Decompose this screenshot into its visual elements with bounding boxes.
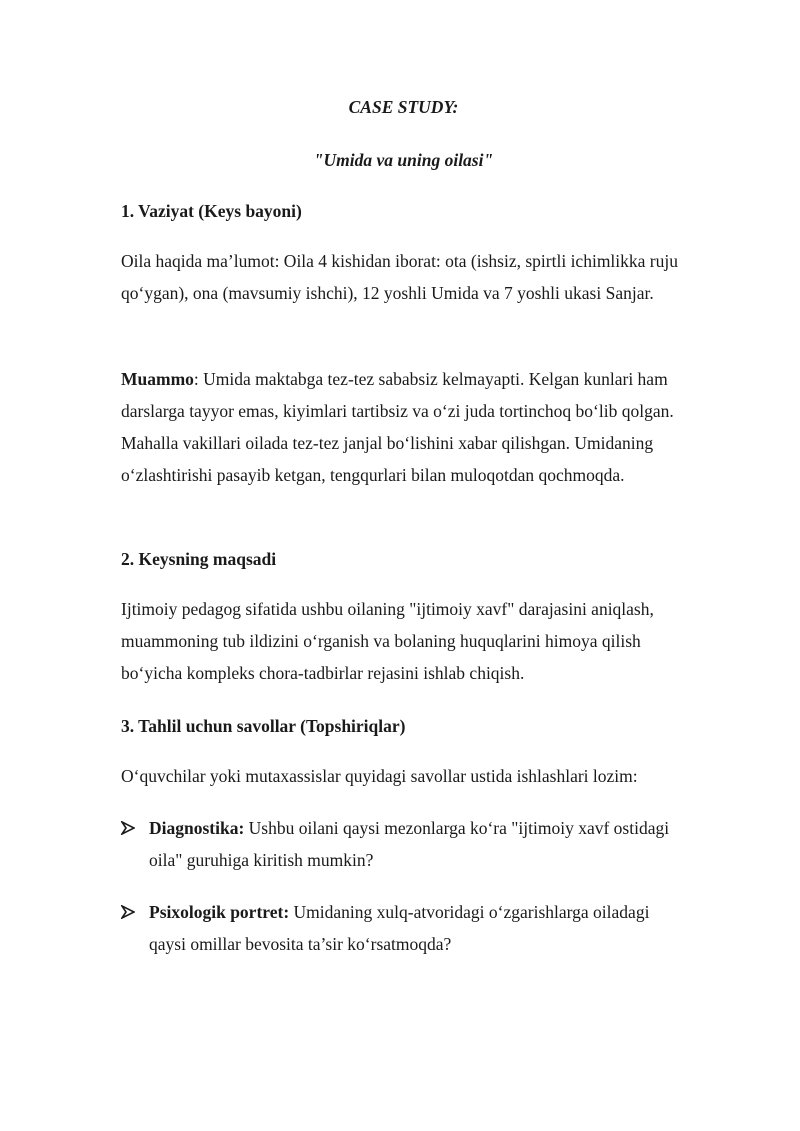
list-item xyxy=(121,812,686,876)
goal-paragraph: Ijtimoiy pedagog sifatida ushbu oilaning "ijtimoiy xavf" darajasini aniqlash, muammoning tub ildizini o‘rganish va bolaning huquqlarini himoya qilish bo‘yicha kompleks chora-tadbirlar rejasini ishlab chiqish. xyxy=(121,599,654,683)
section-heading-questions: 3. Tahlil uchun savollar (Topshiriqlar) xyxy=(121,716,406,736)
list-item-label: Psixologik portret: xyxy=(149,902,290,922)
list-item-body: Ushbu oilani qaysi mezonlarga ko‘ra "ijtimoiy xavf ostidagi oila" guruhiga kiritish mumkin? xyxy=(149,818,670,870)
document-title: CASE STUDY: xyxy=(348,97,459,117)
arrowhead-bullet-icon xyxy=(121,821,135,835)
section-heading-goal: 2. Keysning maqsadi xyxy=(121,549,277,569)
section-heading-situation: 1. Vaziyat (Keys bayoni) xyxy=(121,201,302,221)
problem-label: Muammo xyxy=(121,369,194,389)
problem-paragraph xyxy=(121,363,686,491)
list-item-body: Umidaning xulq-atvoridagi o‘zgarishlarga oiladagi qaysi omillar bevosita ta’sir ko‘rsatmoqda? xyxy=(149,902,650,954)
list-item-text xyxy=(149,812,686,876)
document-subtitle: "Umida va uning oilasi" xyxy=(313,150,494,170)
problem-text: : Umida maktabga tez-tez sababsiz kelmayapti. Kelgan kunlari ham darslarga tayyor emas, kiyimlari tartibsiz va o‘zi juda tortinchoq bo‘lib qolgan. Mahalla vakillari oilada tez-tez janjal bo‘lishini xabar qilishgan. Umidaning o‘zlashtirishi pasayib ketgan, tengqurlari bilan muloqotdan qochmoqda. xyxy=(121,369,674,485)
list-item-label: Diagnostika: xyxy=(149,818,245,838)
arrowhead-bullet-icon xyxy=(121,905,135,919)
questions-intro: O‘quvchilar yoki mutaxassislar quyidagi savollar ustida ishlashlari lozim: xyxy=(121,766,638,786)
family-info-paragraph: Oila haqida ma’lumot: Oila 4 kishidan iborat: ota (ishsiz, spirtli ichimlikka ruju qo‘ygan), ona (mavsumiy ishchi), 12 yoshli Umida va 7 yoshli ukasi Sanjar. xyxy=(121,251,678,303)
list-item-text xyxy=(149,896,686,960)
list-item xyxy=(121,896,686,960)
